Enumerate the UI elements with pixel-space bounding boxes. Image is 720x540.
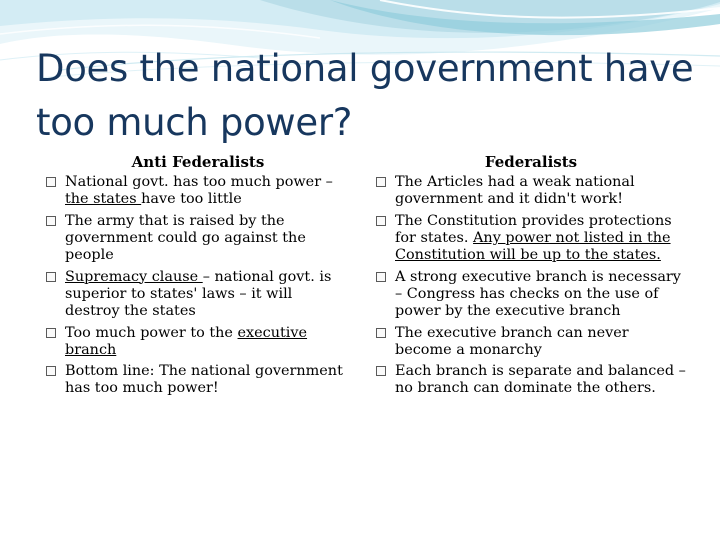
bullet-text: Each branch is separate and balanced – no branch can dominate the others.	[395, 363, 686, 397]
square-bullet-icon	[376, 177, 386, 187]
federalists-column	[376, 152, 686, 402]
bullet-text: National govt. has too much power –	[65, 174, 333, 190]
anti-federalists-list	[46, 174, 346, 398]
slide-title: Does the national government have too much power?	[36, 47, 694, 144]
left-bullet-item	[46, 269, 346, 321]
bullet-text: The army that is raised by the government could go against the people	[65, 212, 306, 264]
right-bullet-item	[376, 325, 686, 359]
underlined-text: Any power not listed in the Constitution will be up to the states.	[395, 229, 671, 264]
anti-federalists-column	[46, 152, 346, 402]
square-bullet-icon	[376, 366, 386, 376]
left-bullet-item	[46, 174, 346, 208]
square-bullet-icon	[376, 216, 386, 226]
square-bullet-icon	[46, 177, 56, 187]
federalists-list	[376, 174, 686, 398]
square-bullet-icon	[46, 328, 56, 338]
bullet-text: have too little	[141, 191, 242, 208]
anti-federalists-heading: Anti Federalists	[131, 153, 265, 171]
right-bullet-item	[376, 174, 686, 208]
right-bullet-item	[376, 213, 686, 265]
bullet-text: The executive branch can never become a monarchy	[395, 324, 629, 358]
right-bullet-item	[376, 363, 686, 397]
bullet-text: The Articles had a weak national government and it didn't work!	[395, 174, 635, 208]
bullet-text: A strong executive branch is necessary – Congress has checks on the use of power by the executive branch	[395, 268, 681, 320]
underlined-text: executive branch	[65, 324, 308, 358]
square-bullet-icon	[46, 216, 56, 226]
square-bullet-icon	[46, 272, 56, 282]
left-bullet-item	[46, 213, 346, 265]
bullet-text: Too much power to the	[65, 324, 238, 341]
right-bullet-item	[376, 269, 686, 321]
bullet-text: – national govt. is superior to states' laws – it will destroy the states	[65, 268, 332, 320]
square-bullet-icon	[376, 272, 386, 282]
bullet-text: Bottom line: The national government has too much power!	[65, 363, 343, 397]
federalists-heading: Federalists	[484, 153, 578, 171]
underlined-text: the states	[65, 191, 142, 208]
left-bullet-item	[46, 363, 346, 397]
left-bullet-item	[46, 325, 346, 359]
underlined-text: Supremacy clause	[65, 268, 203, 285]
square-bullet-icon	[46, 366, 56, 376]
square-bullet-icon	[376, 328, 386, 338]
bullet-text: The Constitution provides protections for states.	[395, 212, 672, 246]
